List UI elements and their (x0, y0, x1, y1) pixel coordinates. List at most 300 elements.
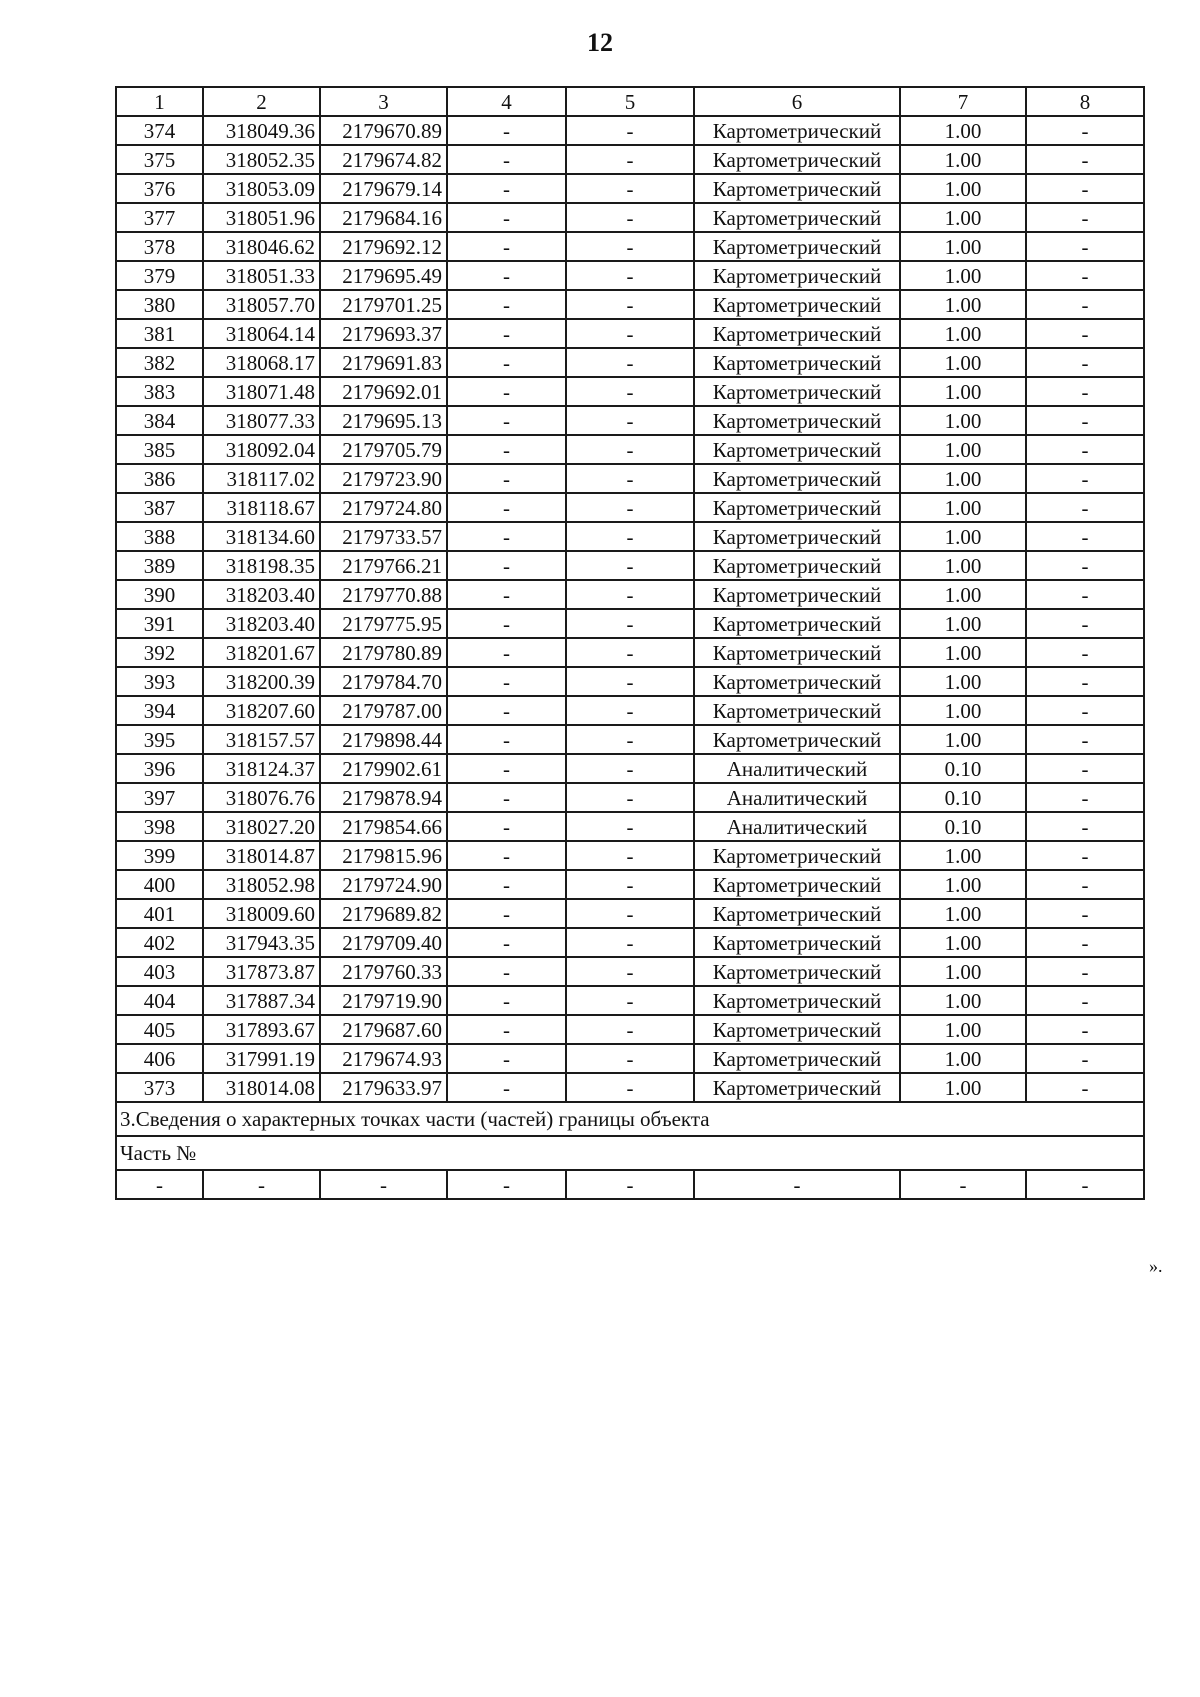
table-cell: 318068.17 (203, 348, 320, 377)
table-cell: 2179633.97 (320, 1073, 447, 1102)
table-cell: 1.00 (900, 290, 1026, 319)
table-cell: 317943.35 (203, 928, 320, 957)
section-heading: 3.Сведения о характерных точках части (частей) границы объекта (116, 1102, 1144, 1136)
table-cell: Картометрический (694, 116, 900, 145)
table-cell: - (566, 1170, 694, 1199)
table-row (116, 464, 1144, 493)
table-cell: 1.00 (900, 406, 1026, 435)
table-row (116, 203, 1144, 232)
table-cell: 318134.60 (203, 522, 320, 551)
table-cell: - (1026, 1073, 1144, 1102)
column-header: 7 (900, 87, 1026, 116)
table-cell: 1.00 (900, 319, 1026, 348)
table-cell: - (1026, 145, 1144, 174)
table-row (116, 754, 1144, 783)
table-cell: Картометрический (694, 696, 900, 725)
table-cell: 2179787.00 (320, 696, 447, 725)
table-cell: - (694, 1170, 900, 1199)
table-row (116, 638, 1144, 667)
table-cell: - (447, 841, 566, 870)
table-cell: 318203.40 (203, 580, 320, 609)
table-cell: - (447, 1073, 566, 1102)
table-cell: 2179724.90 (320, 870, 447, 899)
table-cell: Картометрический (694, 232, 900, 261)
table-cell: - (447, 812, 566, 841)
table-cell: 1.00 (900, 841, 1026, 870)
column-header: 2 (203, 87, 320, 116)
table-cell: - (1026, 522, 1144, 551)
table-cell: - (447, 667, 566, 696)
table-cell: 318051.33 (203, 261, 320, 290)
table-cell: Картометрический (694, 638, 900, 667)
table-cell: 318207.60 (203, 696, 320, 725)
table-cell: 1.00 (900, 899, 1026, 928)
table-cell: 396 (116, 754, 203, 783)
table-cell: - (447, 928, 566, 957)
table-cell: 2179687.60 (320, 1015, 447, 1044)
table-row (116, 783, 1144, 812)
table-cell: 318052.98 (203, 870, 320, 899)
table-cell: - (1026, 580, 1144, 609)
table-cell: - (566, 493, 694, 522)
table-cell: 402 (116, 928, 203, 957)
table-cell: 318053.09 (203, 174, 320, 203)
table-cell: - (447, 1044, 566, 1073)
table-cell: 399 (116, 841, 203, 870)
table-cell: - (1026, 464, 1144, 493)
table-cell: - (1026, 1170, 1144, 1199)
table-cell: 1.00 (900, 174, 1026, 203)
table-cell: Аналитический (694, 754, 900, 783)
table-cell: 318071.48 (203, 377, 320, 406)
table-cell: - (1026, 1044, 1144, 1073)
table-cell: 317873.87 (203, 957, 320, 986)
table-cell: 2179723.90 (320, 464, 447, 493)
table-cell: 1.00 (900, 1015, 1026, 1044)
table-cell: Картометрический (694, 928, 900, 957)
table-cell: Картометрический (694, 1044, 900, 1073)
table-cell: 1.00 (900, 203, 1026, 232)
table-cell: 379 (116, 261, 203, 290)
table-cell: 391 (116, 609, 203, 638)
table-cell: - (1026, 1015, 1144, 1044)
table-cell: - (1026, 812, 1144, 841)
table-row (116, 377, 1144, 406)
table-row (116, 696, 1144, 725)
table-cell: 318049.36 (203, 116, 320, 145)
table-cell: 380 (116, 290, 203, 319)
table-cell: Картометрический (694, 203, 900, 232)
table-cell: Картометрический (694, 290, 900, 319)
table-cell: - (566, 638, 694, 667)
table-cell: 2179898.44 (320, 725, 447, 754)
table-cell: - (1026, 609, 1144, 638)
table-cell: 2179679.14 (320, 174, 447, 203)
table-cell: - (566, 754, 694, 783)
table-cell: - (566, 464, 694, 493)
table-cell: Картометрический (694, 957, 900, 986)
table-cell: 2179770.88 (320, 580, 447, 609)
table-row (116, 957, 1144, 986)
table-cell: - (566, 145, 694, 174)
table-cell: - (1026, 435, 1144, 464)
table-cell: - (1026, 116, 1144, 145)
table-cell: - (447, 464, 566, 493)
table-cell: - (1026, 319, 1144, 348)
table-cell: 2179878.94 (320, 783, 447, 812)
table-cell: 318203.40 (203, 609, 320, 638)
column-header: 4 (447, 87, 566, 116)
table-cell: 1.00 (900, 1044, 1026, 1073)
table-cell: - (447, 696, 566, 725)
table-cell: - (566, 870, 694, 899)
table-cell: 1.00 (900, 580, 1026, 609)
table-cell: Картометрический (694, 464, 900, 493)
table-cell: 406 (116, 1044, 203, 1073)
table-cell: - (447, 725, 566, 754)
table-body (116, 87, 1144, 1102)
column-header: 8 (1026, 87, 1144, 116)
table-cell: - (1026, 377, 1144, 406)
table-cell: 403 (116, 957, 203, 986)
table-cell: Картометрический (694, 406, 900, 435)
table-cell: 375 (116, 145, 203, 174)
table-cell: Картометрический (694, 174, 900, 203)
table-row (116, 1015, 1144, 1044)
table-cell: - (447, 609, 566, 638)
table-cell: - (566, 841, 694, 870)
table-cell: 397 (116, 783, 203, 812)
table-cell: 1.00 (900, 870, 1026, 899)
column-header: 3 (320, 87, 447, 116)
table-cell: 395 (116, 725, 203, 754)
table-cell: 2179674.82 (320, 145, 447, 174)
table-cell: - (566, 261, 694, 290)
column-header: 6 (694, 87, 900, 116)
table-cell: 373 (116, 1073, 203, 1102)
table-cell: 1.00 (900, 377, 1026, 406)
table-cell: - (1026, 203, 1144, 232)
table-cell: - (566, 348, 694, 377)
table-cell: Картометрический (694, 493, 900, 522)
table-cell: 318027.20 (203, 812, 320, 841)
table-cell: - (566, 174, 694, 203)
table-cell: - (566, 290, 694, 319)
table-row (116, 667, 1144, 696)
table-row (116, 986, 1144, 1015)
table-row (116, 232, 1144, 261)
table-cell: - (566, 928, 694, 957)
table-cell: 2179902.61 (320, 754, 447, 783)
table-row (116, 261, 1144, 290)
table-cell: 1.00 (900, 928, 1026, 957)
table-cell: - (447, 986, 566, 1015)
table-cell: 400 (116, 870, 203, 899)
table-row (116, 319, 1144, 348)
table-cell: 318198.35 (203, 551, 320, 580)
table-cell: 2179719.90 (320, 986, 447, 1015)
table-cell: - (1026, 551, 1144, 580)
table-cell: 2179815.96 (320, 841, 447, 870)
closing-quote: ». (1149, 1256, 1163, 1276)
table-cell: 1.00 (900, 609, 1026, 638)
table-cell: - (447, 870, 566, 899)
table-cell: - (1026, 261, 1144, 290)
part-label: Часть № (116, 1136, 1144, 1170)
table-cell: - (1026, 725, 1144, 754)
table-cell: 2179692.12 (320, 232, 447, 261)
table-cell: 1.00 (900, 957, 1026, 986)
table-cell: - (447, 377, 566, 406)
table-cell: Картометрический (694, 435, 900, 464)
table-cell: Картометрический (694, 841, 900, 870)
table-cell: - (1026, 986, 1144, 1015)
table-cell: - (566, 1015, 694, 1044)
table-cell: 1.00 (900, 696, 1026, 725)
table-cell: 2179775.95 (320, 609, 447, 638)
table-cell: - (566, 1073, 694, 1102)
table-cell: - (447, 1015, 566, 1044)
table-cell: - (566, 812, 694, 841)
table-cell: 1.00 (900, 435, 1026, 464)
table-cell: - (447, 638, 566, 667)
table-cell: 1.00 (900, 145, 1026, 174)
table-row (116, 928, 1144, 957)
table-footer (116, 1102, 1144, 1199)
table-cell: - (447, 290, 566, 319)
table-cell: Картометрический (694, 725, 900, 754)
column-header: 1 (116, 87, 203, 116)
table-cell: Картометрический (694, 986, 900, 1015)
table-cell: - (566, 116, 694, 145)
table-cell: 2179724.80 (320, 493, 447, 522)
table-cell: - (447, 899, 566, 928)
table-cell: 2179691.83 (320, 348, 447, 377)
table-cell: 390 (116, 580, 203, 609)
table-cell: 2179780.89 (320, 638, 447, 667)
table-cell: 318014.08 (203, 1073, 320, 1102)
table-cell: - (566, 551, 694, 580)
table-cell: Картометрический (694, 609, 900, 638)
table-cell: 318057.70 (203, 290, 320, 319)
table-cell: - (447, 1170, 566, 1199)
table-cell: - (566, 696, 694, 725)
table-cell: 388 (116, 522, 203, 551)
section-heading-row (116, 1102, 1144, 1136)
table-cell: - (1026, 493, 1144, 522)
table-cell: - (447, 957, 566, 986)
boundary-points-table (115, 86, 1145, 1200)
table-cell: 318200.39 (203, 667, 320, 696)
table-cell: 2179705.79 (320, 435, 447, 464)
table-cell: - (447, 348, 566, 377)
table-cell: - (203, 1170, 320, 1199)
table-cell: 394 (116, 696, 203, 725)
table-cell: 2179760.33 (320, 957, 447, 986)
table-cell: 377 (116, 203, 203, 232)
table-cell: Картометрический (694, 348, 900, 377)
column-header: 5 (566, 87, 694, 116)
table-cell: - (566, 406, 694, 435)
table-cell: 317893.67 (203, 1015, 320, 1044)
table-cell: 318077.33 (203, 406, 320, 435)
table-cell: 317991.19 (203, 1044, 320, 1073)
table-cell: 2179692.01 (320, 377, 447, 406)
table-cell: - (566, 319, 694, 348)
table-cell: 318046.62 (203, 232, 320, 261)
table-cell: 383 (116, 377, 203, 406)
table-cell: 318052.35 (203, 145, 320, 174)
table-cell: 318076.76 (203, 783, 320, 812)
table-cell: - (447, 319, 566, 348)
table-cell: - (447, 174, 566, 203)
table-cell: 393 (116, 667, 203, 696)
table-cell: 404 (116, 986, 203, 1015)
table-cell: 374 (116, 116, 203, 145)
table-cell: - (1026, 232, 1144, 261)
table-cell: - (447, 232, 566, 261)
table-row (116, 174, 1144, 203)
table-row (116, 551, 1144, 580)
table-row (116, 725, 1144, 754)
table-cell: 1.00 (900, 232, 1026, 261)
table-cell: 1.00 (900, 638, 1026, 667)
table-row (116, 812, 1144, 841)
table-row (116, 580, 1144, 609)
table-cell: 318117.02 (203, 464, 320, 493)
table-cell: 317887.34 (203, 986, 320, 1015)
table-cell: 0.10 (900, 812, 1026, 841)
table-cell: - (447, 551, 566, 580)
table-cell: - (447, 261, 566, 290)
table-cell: 405 (116, 1015, 203, 1044)
table-cell: Картометрический (694, 145, 900, 174)
table-row (116, 145, 1144, 174)
table-cell: 1.00 (900, 464, 1026, 493)
page-number: 12 (587, 28, 613, 57)
table-cell: Картометрический (694, 580, 900, 609)
table-row (116, 493, 1144, 522)
table-cell: - (1026, 841, 1144, 870)
table-cell: - (447, 580, 566, 609)
table-row (116, 406, 1144, 435)
table-cell: 392 (116, 638, 203, 667)
table-cell: 318064.14 (203, 319, 320, 348)
table-cell: - (566, 203, 694, 232)
table-cell: 318092.04 (203, 435, 320, 464)
table-cell: - (447, 406, 566, 435)
table-cell: 2179695.13 (320, 406, 447, 435)
table-cell: - (320, 1170, 447, 1199)
table-cell: - (900, 1170, 1026, 1199)
table-cell: 2179784.70 (320, 667, 447, 696)
table-row (116, 116, 1144, 145)
table-cell: Картометрический (694, 377, 900, 406)
table-cell: Картометрический (694, 319, 900, 348)
table-cell: - (1026, 928, 1144, 957)
table-cell: 2179693.37 (320, 319, 447, 348)
table-cell: - (566, 377, 694, 406)
table-cell: 318124.37 (203, 754, 320, 783)
table-cell: - (566, 725, 694, 754)
table-cell: - (1026, 290, 1144, 319)
table-cell: 387 (116, 493, 203, 522)
table-cell: - (447, 145, 566, 174)
table-cell: 318201.67 (203, 638, 320, 667)
table-row (116, 522, 1144, 551)
empty-part-row (116, 1170, 1144, 1199)
table-row (116, 290, 1144, 319)
table-cell: 1.00 (900, 348, 1026, 377)
table-cell: 382 (116, 348, 203, 377)
table-cell: - (566, 1044, 694, 1073)
table-cell: 386 (116, 464, 203, 493)
table-cell: - (566, 580, 694, 609)
table-cell: 318014.87 (203, 841, 320, 870)
table-cell: 2179854.66 (320, 812, 447, 841)
table-row (116, 1073, 1144, 1102)
table-cell: 381 (116, 319, 203, 348)
table-cell: - (1026, 783, 1144, 812)
table-cell: - (566, 609, 694, 638)
table-cell: 2179733.57 (320, 522, 447, 551)
table-cell: 318051.96 (203, 203, 320, 232)
table-cell: - (1026, 957, 1144, 986)
table-cell: 2179674.93 (320, 1044, 447, 1073)
table-cell: 1.00 (900, 551, 1026, 580)
table-row (116, 348, 1144, 377)
table-row (116, 435, 1144, 464)
table-cell: Картометрический (694, 522, 900, 551)
table-cell: 318009.60 (203, 899, 320, 928)
table-cell: - (1026, 406, 1144, 435)
table-cell: Аналитический (694, 783, 900, 812)
part-label-row (116, 1136, 1144, 1170)
table-cell: 2179689.82 (320, 899, 447, 928)
table-cell: - (447, 493, 566, 522)
table-cell: 376 (116, 174, 203, 203)
table-cell: - (566, 899, 694, 928)
table-cell: - (566, 783, 694, 812)
table-cell: - (566, 232, 694, 261)
table-cell: 1.00 (900, 725, 1026, 754)
table-cell: - (566, 522, 694, 551)
table-cell: 2179709.40 (320, 928, 447, 957)
table-cell: 318157.57 (203, 725, 320, 754)
table-row (116, 1044, 1144, 1073)
table-cell: - (447, 522, 566, 551)
table-row (116, 609, 1144, 638)
table-cell: - (1026, 348, 1144, 377)
table-cell: 378 (116, 232, 203, 261)
table-cell: Картометрический (694, 1073, 900, 1102)
table-header-row (116, 87, 1144, 116)
table-row (116, 841, 1144, 870)
table-cell: 398 (116, 812, 203, 841)
table-cell: - (1026, 899, 1144, 928)
table-row (116, 870, 1144, 899)
table-cell: 385 (116, 435, 203, 464)
table-cell: - (116, 1170, 203, 1199)
table-cell: Картометрический (694, 261, 900, 290)
table-cell: - (1026, 696, 1144, 725)
table-cell: - (447, 783, 566, 812)
table-cell: 1.00 (900, 522, 1026, 551)
table-cell: - (566, 435, 694, 464)
table-cell: - (1026, 870, 1144, 899)
table-cell: 389 (116, 551, 203, 580)
table-cell: - (447, 116, 566, 145)
